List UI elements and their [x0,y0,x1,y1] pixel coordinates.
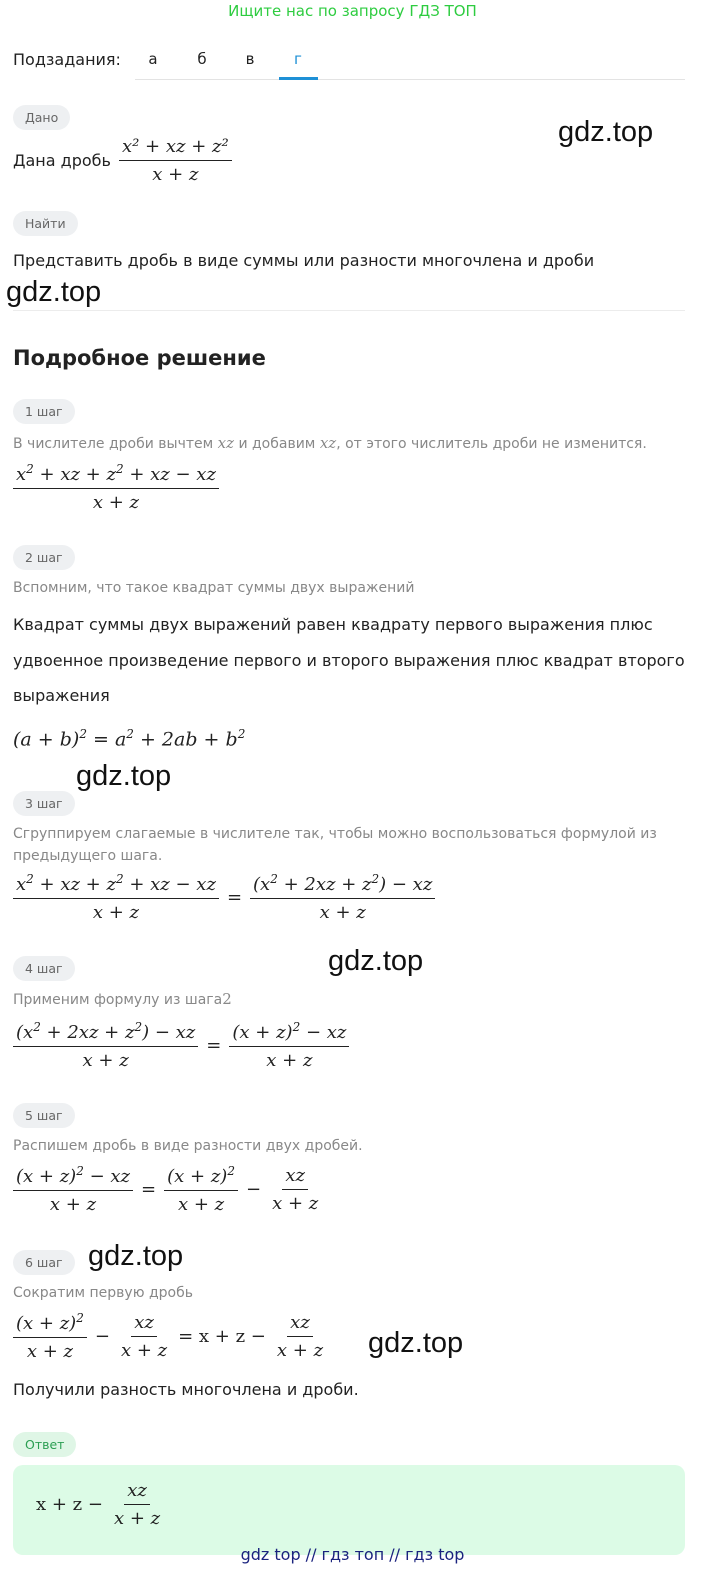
step-4-ref: 2 [222,990,232,1008]
step-6-badge: 6 шаг [13,1250,75,1275]
step-2-formula: $(a + b)^2 = a^2 + 2ab + b^2$ [13,727,246,751]
solution-title: Подробное решение [13,346,266,370]
step-2-badge: 2 шаг [13,545,75,570]
step-2-rule-line2: удвоенное произведение первого и второго выражения плюс квадрат второго [13,651,685,670]
step-3-formula: $\frac{x^2 + xz + z^2 + xz - xz}{x + z}$ = $\frac{(x^2 + 2xz + z^2) - xz}{x + z}$ [13,872,435,923]
watermark: gdz.top [76,760,172,792]
step-1-text-c: , от этого числитель дроби не изменится. [336,436,647,452]
answer-formula: x + z − $\frac{xz}{x + z}$ [36,1480,161,1529]
step-2-text: Вспомним, что такое квадрат суммы двух выражений [13,580,415,596]
watermark: gdz.top [328,945,424,977]
footer-links[interactable]: gdz top // гдз топ // гдз top [240,1545,465,1564]
watermark: gdz.top [368,1327,464,1359]
step-2-rule-line3: выражения [13,686,110,705]
watermark: gdz.top [6,276,102,308]
step-6-formula: $\frac{(x + z)^2}{x + z}$ − $\frac{xz}{x + z}$ = x + z − $\frac{xz}{x + z}$ [13,1311,326,1362]
tab-b[interactable]: б [197,50,207,68]
tab-g[interactable]: г [294,50,302,68]
subtasks-label: Подзадания: [13,50,121,69]
step-1-var: xz [319,434,337,452]
given-statement [13,136,232,185]
step-5-formula: $\frac{(x + z)^2 - xz}{x + z}$ = $\frac{(x + z)^2}{x + z}$ − $\frac{xz}{x + z}$ [13,1164,321,1215]
section-divider [13,310,685,311]
tab-a[interactable]: а [148,50,158,68]
step-3-text-line2: предыдущего шага. [13,848,163,864]
given-fraction [119,136,232,185]
given-denominator: x + z [152,164,199,185]
step-3-badge: 3 шаг [13,791,75,816]
step-5-badge: 5 шаг [13,1103,75,1128]
step-1-text-b: и добавим [238,436,316,452]
answer-badge: Ответ [13,1432,76,1457]
step-1-badge: 1 шаг [13,399,75,424]
step-2-rule-line1: Квадрат суммы двух выражений равен квадрату первого выражения плюс [13,615,653,634]
step-6-conclusion: Получили разность многочлена и дроби. [13,1380,359,1399]
active-tab-indicator [279,77,318,80]
search-hint-banner: Ищите нас по запросу ГДЗ ТОП [228,2,477,20]
step-1-text [13,434,647,452]
find-text: Представить дробь в виде суммы или разности многочлена и дроби [13,251,595,270]
step-6-text: Сократим первую дробь [13,1285,193,1301]
step-4-badge: 4 шаг [13,956,75,981]
step-4-formula: $\frac{(x^2 + 2xz + z^2) - xz}{x + z}$ = $\frac{(x + z)^2 - xz}{x + z}$ [13,1020,349,1071]
step-1-formula: $\frac{x^2 + xz + z^2 + xz - xz}{x + z}$ [13,462,219,513]
step-5-text: Распишем дробь в виде разности двух дробей. [13,1138,363,1154]
given-badge: Дано [13,105,70,130]
step-3-text-line1: Сгруппируем слагаемые в числителе так, чтобы можно воспользоваться формулой из [13,826,657,842]
step-1-text-a: В числителе дроби вычтем [13,436,214,452]
find-badge: Найти [13,211,78,236]
watermark: gdz.top [88,1240,184,1272]
step-4-text-main: Применим формулу из шага [13,992,223,1008]
step-1-var: xz [217,434,234,452]
tabs-divider [135,79,685,80]
given-text: Дана дробь [13,151,111,170]
given-numerator: x² + xz + z² [119,136,232,161]
tab-v[interactable]: в [245,50,255,68]
watermark: gdz.top [558,116,654,148]
step-4-text [13,990,232,1008]
